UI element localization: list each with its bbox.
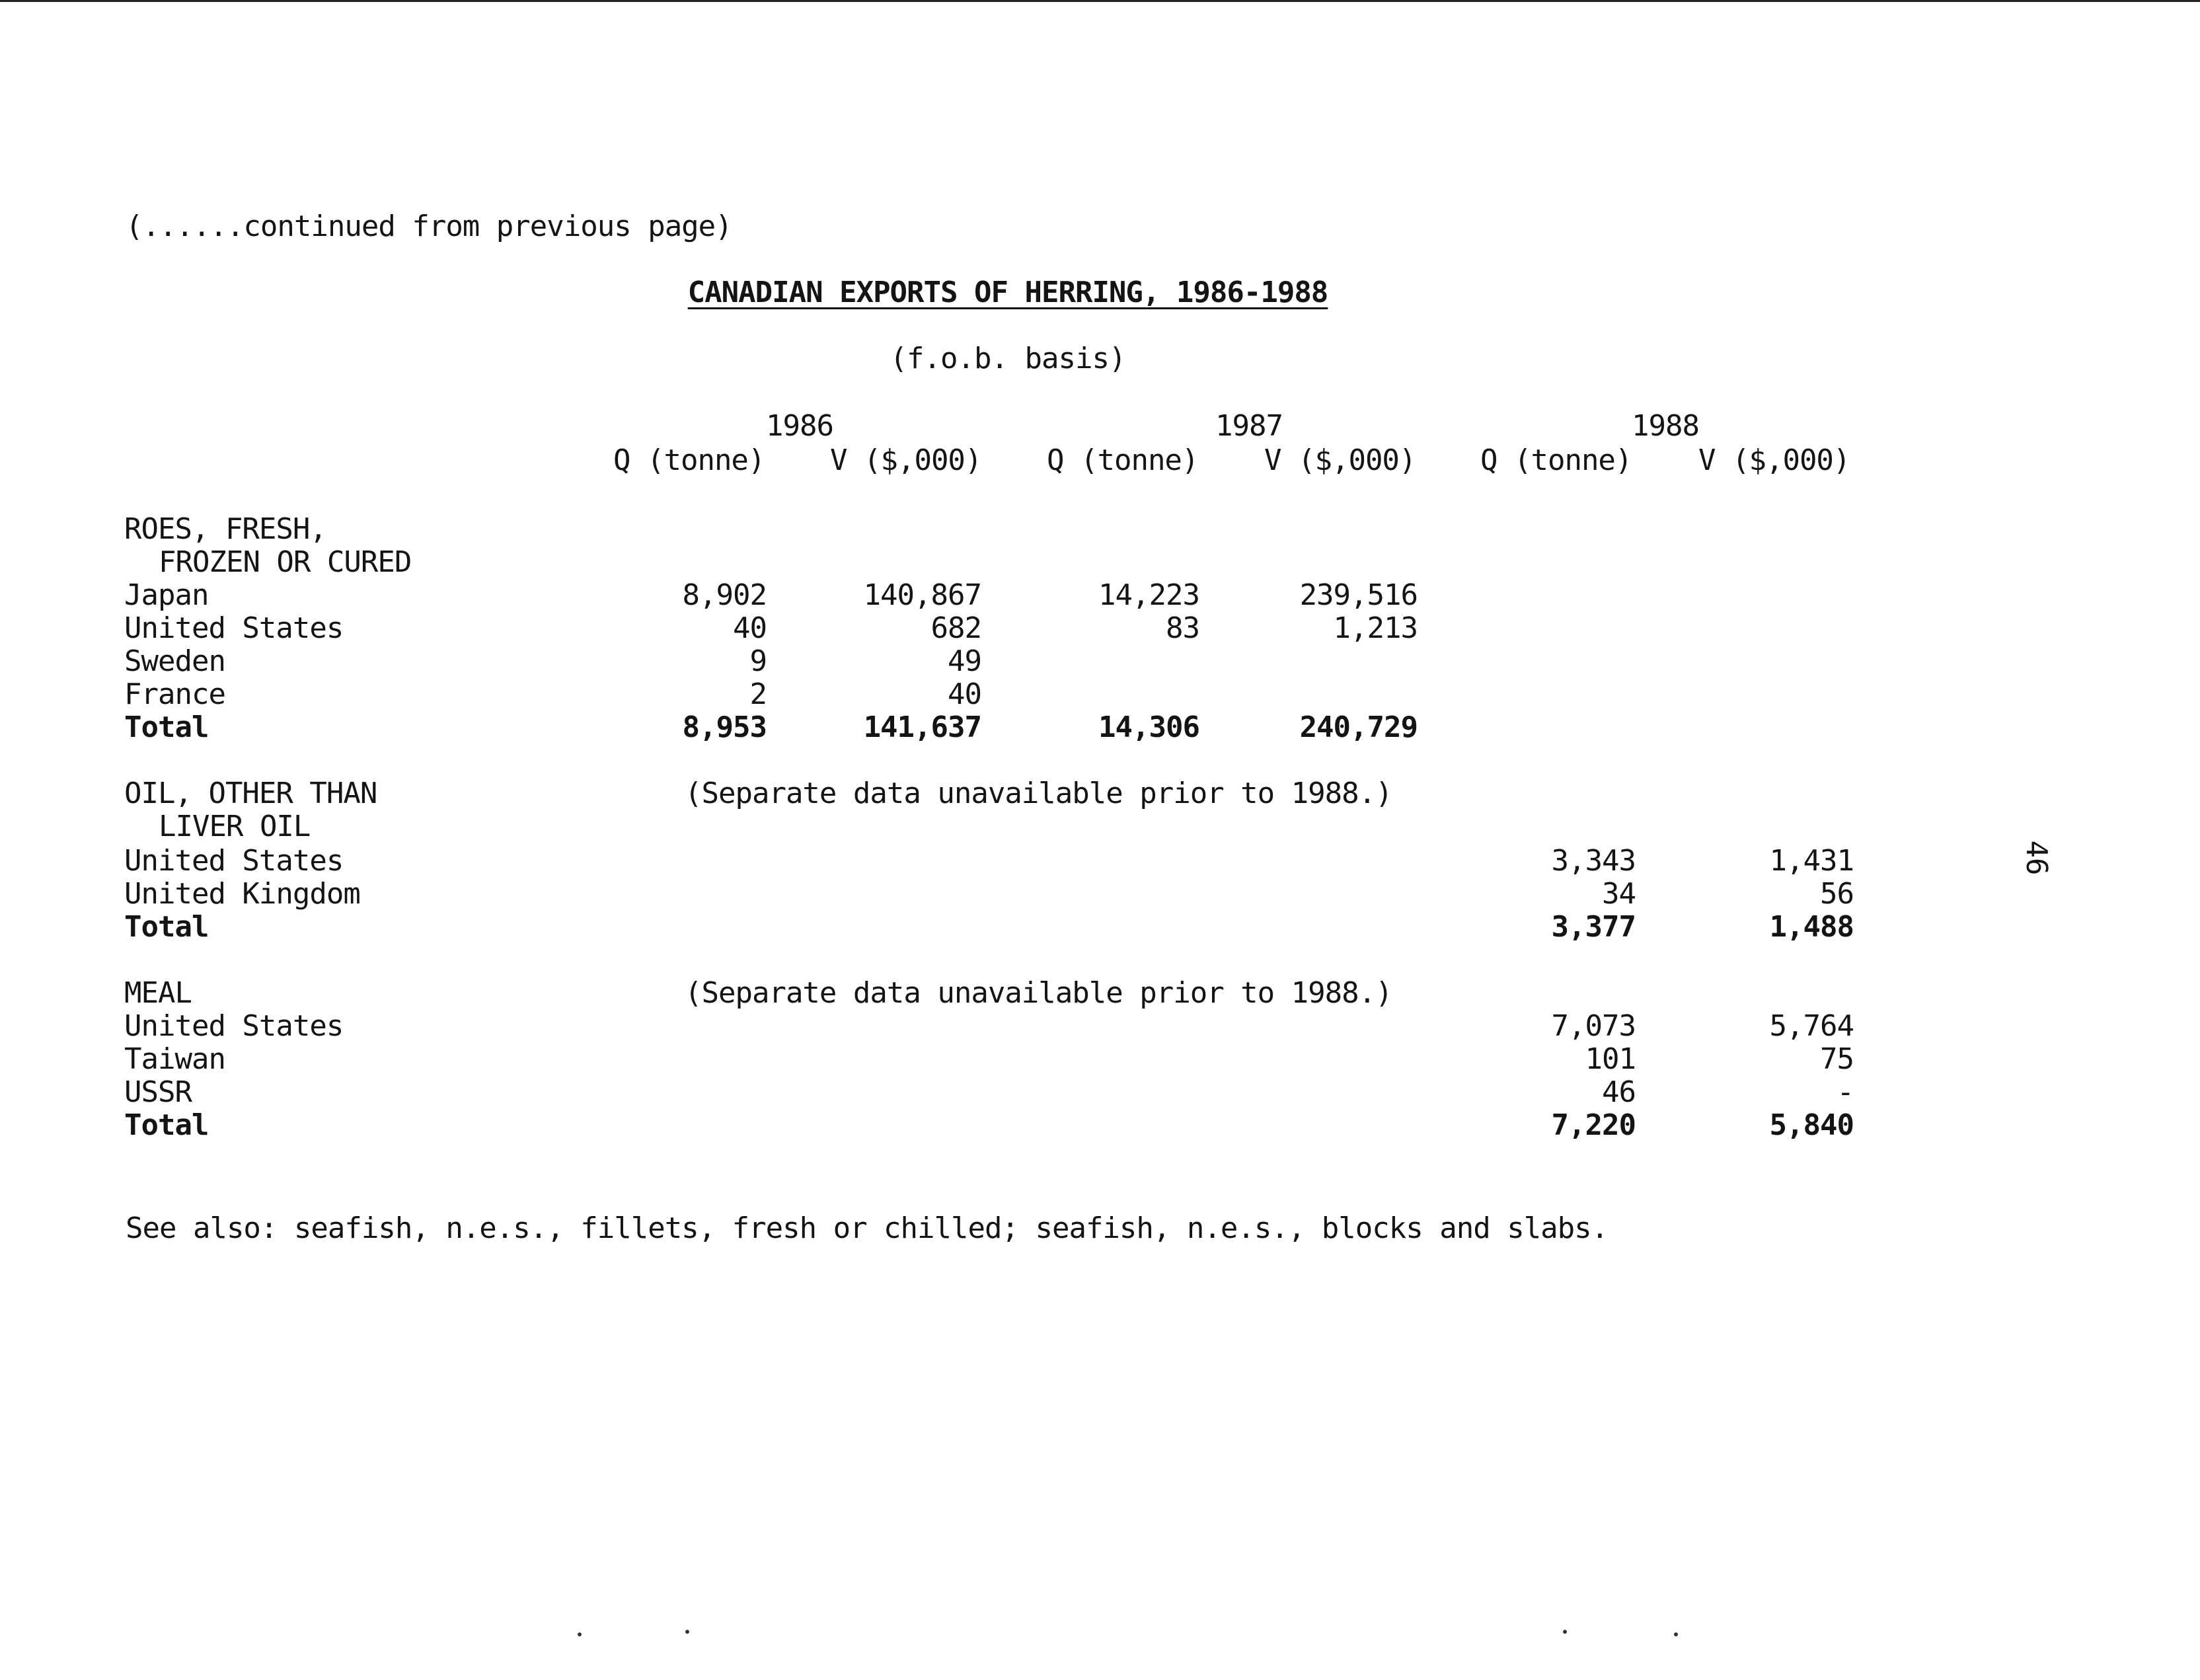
year-header-1986: 1986 [766,409,833,443]
table-cell: 34 [1602,877,1636,911]
section-heading-roes-line2: FROZEN OR CURED [159,545,412,579]
table-cell: 239,516 [1299,578,1418,612]
row-label-total: Total [124,1108,209,1142]
section-note-meal: (Separate data unavailable prior to 1988.) [685,976,1392,1010]
table-cell: 101 [1585,1042,1636,1076]
row-label: Japan [124,578,209,612]
row-label-total: Total [124,710,209,744]
table-cell: 56 [1820,877,1854,911]
section-note-oil: (Separate data unavailable prior to 1988.) [685,777,1392,810]
table-cell: 8,902 [682,578,767,612]
row-label: United States [124,844,344,878]
table-cell: 140,867 [863,578,981,612]
table-cell: 3,343 [1551,844,1636,878]
page-title: CANADIAN EXPORTS OF HERRING, 1986-1988 [687,276,1328,309]
table-cell: 40 [948,677,981,711]
section-heading-oil-line2: LIVER OIL [159,810,311,843]
column-header-v-1988: V ($,000) [1698,443,1850,477]
scan-speck [685,1630,689,1634]
column-header-q-1987: Q (tonne) [1047,443,1199,477]
scan-speck [578,1632,582,1636]
table-cell-total: 14,306 [1098,710,1199,744]
row-label: United States [124,1009,344,1043]
row-label: USSR [124,1075,192,1109]
table-cell: 1,431 [1769,844,1854,878]
table-cell: 83 [1166,611,1199,645]
section-heading-roes: ROES, FRESH, [124,512,326,546]
row-label: United Kingdom [124,877,360,911]
table-cell: 75 [1820,1042,1854,1076]
table-cell: - [1837,1075,1854,1109]
table-cell-total: 8,953 [682,710,767,744]
year-header-1987: 1987 [1215,409,1283,443]
page-subtitle: (f.o.b. basis) [890,342,1126,375]
row-label-total: Total [124,910,209,944]
row-label: Taiwan [124,1042,225,1076]
table-cell: 1,213 [1333,611,1418,645]
column-header-q-1988: Q (tonne) [1480,443,1632,477]
table-cell: 49 [948,644,981,678]
row-label: Sweden [124,644,225,678]
see-also-note: See also: seafish, n.e.s., fillets, fresh or chilled; seafish, n.e.s., blocks and slabs. [126,1211,1609,1245]
column-header-q-1986: Q (tonne) [613,443,765,477]
scan-speck [1563,1630,1567,1634]
table-cell-total: 5,840 [1769,1108,1854,1142]
section-heading-meal: MEAL [124,976,192,1010]
continued-note: (......continued from previous page) [126,210,732,243]
page-number: 46 [2020,840,2053,876]
table-cell: 9 [749,644,767,678]
table-cell: 7,073 [1551,1009,1636,1043]
table-cell-total: 240,729 [1299,710,1418,744]
year-header-1988: 1988 [1632,409,1699,443]
table-cell: 14,223 [1098,578,1199,612]
table-cell: 40 [733,611,767,645]
top-border-line [0,0,2200,2]
table-cell-total: 141,637 [863,710,981,744]
table-cell-total: 3,377 [1551,910,1636,944]
table-cell: 2 [749,677,767,711]
table-cell: 46 [1602,1075,1636,1109]
section-heading-oil: OIL, OTHER THAN [124,777,377,810]
row-label: France [124,677,225,711]
row-label: United States [124,611,344,645]
table-cell-total: 1,488 [1769,910,1854,944]
table-cell: 682 [930,611,981,645]
column-header-v-1986: V ($,000) [830,443,982,477]
scan-speck [1674,1632,1678,1636]
table-cell-total: 7,220 [1551,1108,1636,1142]
column-header-v-1987: V ($,000) [1264,443,1416,477]
table-cell: 5,764 [1769,1009,1854,1043]
